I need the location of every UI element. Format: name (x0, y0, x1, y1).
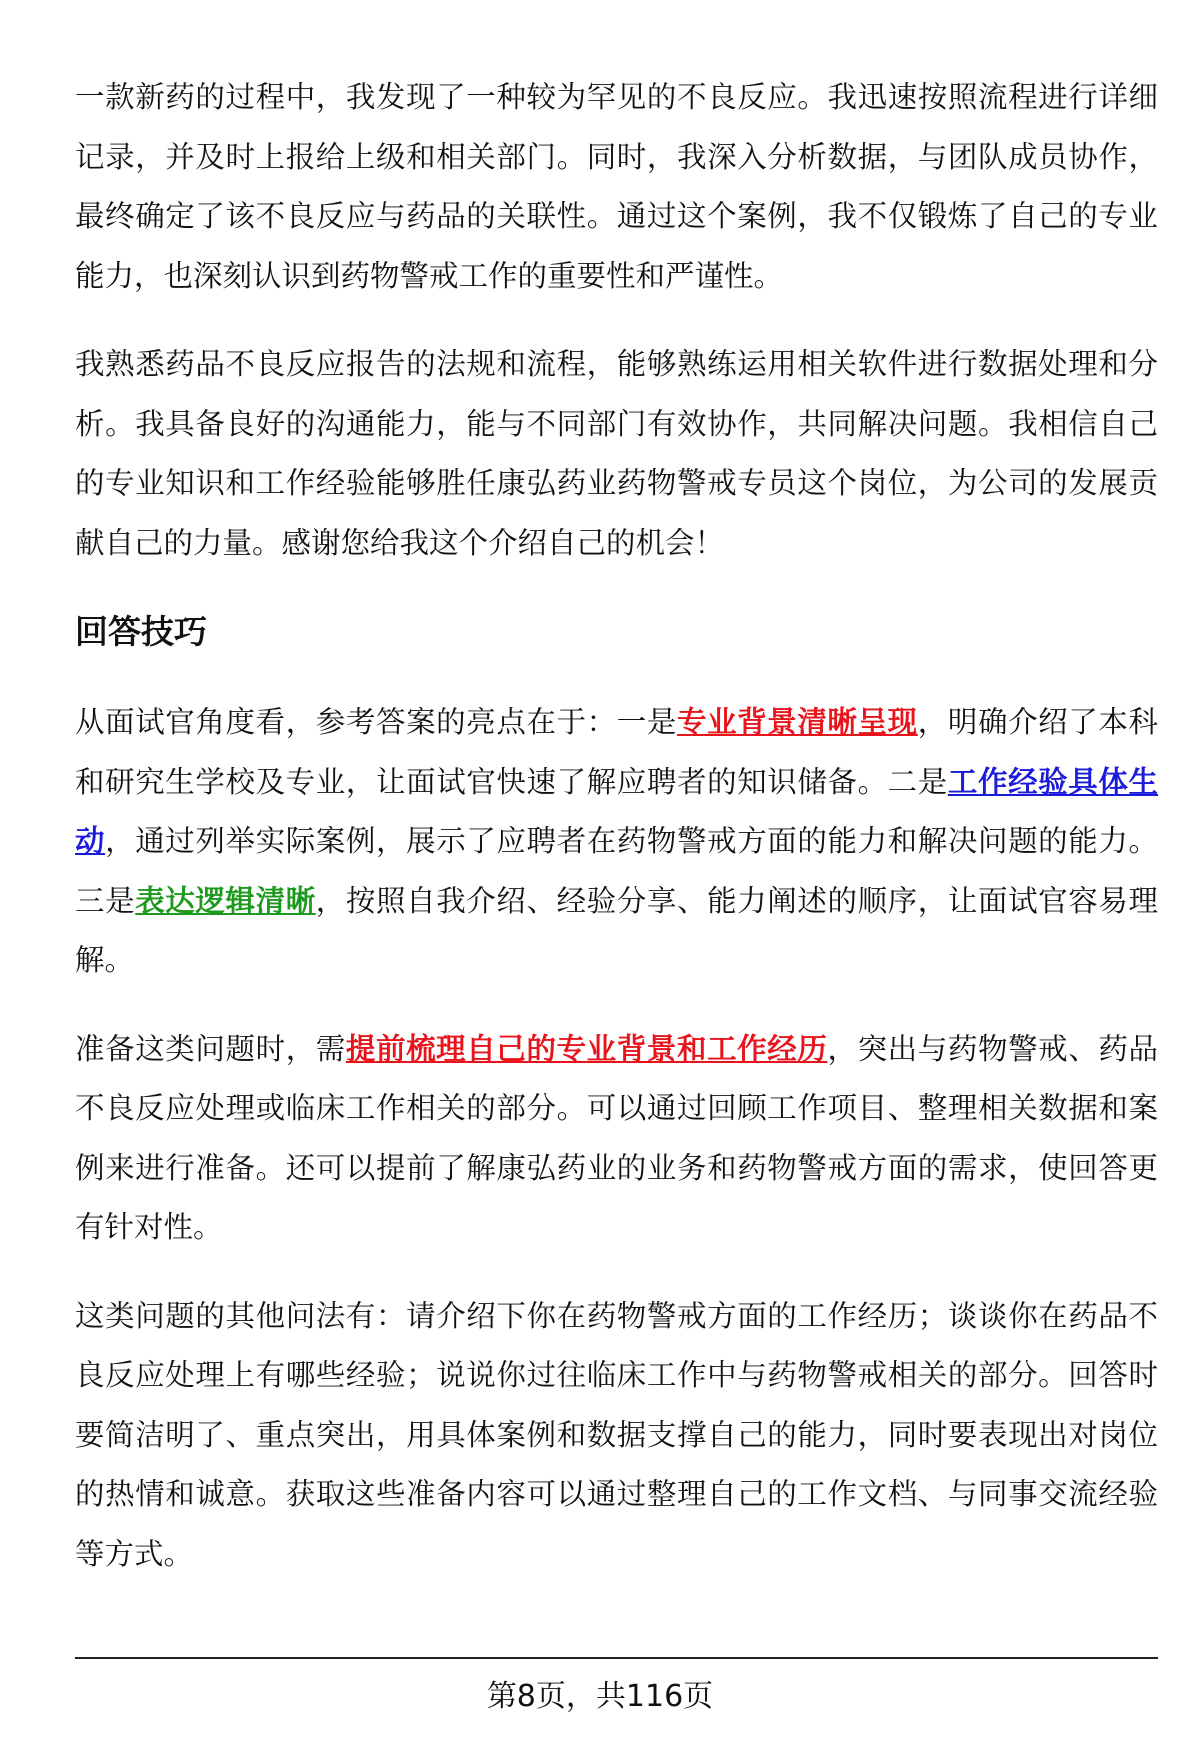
text: ，通过列举实际案例，展示了应聘者在药物警戒方面的能力和解决问题的能力。三是 (75, 824, 1158, 918)
paragraph-preparation (75, 1020, 1158, 1258)
text: ，突出与药物警戒、药品不良反应处理或临床工作相关的部分。可以通过回顾工作项目、整理相关数据和案例来进行准备。还可以提前了解康弘药业的业务和药物警戒方面的需求，使回答更有针对性。 (75, 1031, 1158, 1244)
text: ，明确介绍了本科和研究生学校及专业，让面试官快速了解应聘者的知识储备。二是 (75, 705, 1158, 799)
paragraph-highlights (75, 693, 1158, 991)
highlight-red: 提前梳理自己的专业背景和工作经历 (345, 1031, 828, 1066)
highlight-green: 表达逻辑清晰 (135, 883, 316, 918)
paragraph: 我熟悉药品不良反应报告的法规和流程，能够熟练运用相关软件进行数据处理和分析。我具备良好的沟通能力，能与不同部门有效协作，共同解决问题。我相信自己的专业知识和工作经验能够胜任康弘药业药物警戒专员这个岗位，为公司的发展贡献自己的力量。感谢您给我这个介绍自己的机会！ (75, 347, 1158, 560)
text: ，按照自我介绍、经验分享、能力阐述的顺序，让面试官容易理解。 (75, 883, 1158, 977)
document-body (75, 68, 1158, 1613)
text: 从面试官角度看，参考答案的亮点在于：一是 (75, 705, 677, 739)
section-heading: 回答技巧 (75, 612, 207, 651)
highlight-blue: 工作经验具体生动 (75, 764, 1158, 858)
highlight-red: 专业背景清晰呈现 (676, 705, 918, 739)
paragraph: 这类问题的其他问法有：请介绍下你在药物警戒方面的工作经历；谈谈你在药品不良反应处理上有哪些经验；说说你过往临床工作中与药物警戒相关的部分。回答时要简洁明了、重点突出，用具体案例和数据支撑自己的能力，同时要表现出对岗位的热情和诚意。获取这些准备内容可以通过整理自己的工作文档、与同事交流经验等方式。 (75, 1298, 1158, 1571)
text: 准备这类问题时，需 (75, 1031, 346, 1066)
footer-divider (75, 1657, 1158, 1659)
paragraph: 一款新药的过程中，我发现了一种较为罕见的不良反应。我迅速按照流程进行详细记录，并及时上报给上级和相关部门。同时，我深入分析数据，与团队成员协作，最终确定了该不良反应与药品的关联性。通过这个案例，我不仅锻炼了自己的专业能力，也深刻认识到药物警戒工作的重要性和严谨性。 (75, 80, 1158, 293)
page-number: 第8页，共116页 (486, 1679, 714, 1714)
